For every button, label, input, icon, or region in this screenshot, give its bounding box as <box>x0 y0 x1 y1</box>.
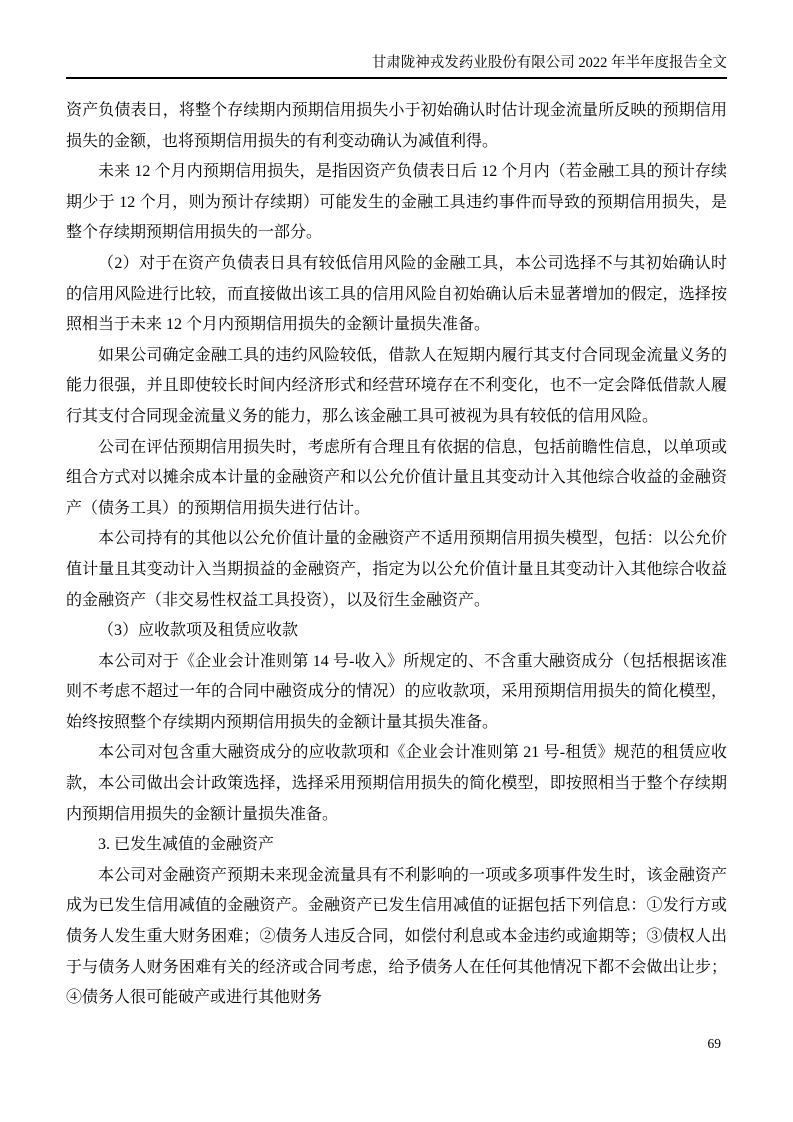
paragraph: （2）对于在资产负债表日具有较低信用风险的金融工具，本公司选择不与其初始确认时的信用风险进行比较，而直接做出该工具的信用风险自初始确认后未显著增加的假定，选择按照相当于未来 12 个月内预期信用损失的金额计量损失准备。 <box>66 254 727 334</box>
page-header <box>66 54 727 79</box>
page-footer <box>708 1036 722 1052</box>
paragraph: 本公司持有的其他以公允价值计量的金融资产不适用预期信用损失模型，包括：以公允价值计量且其变动计入当期损益的金融资产，指定为以公允价值计量且其变动计入其他综合收益的金融资产（非交易性权益工具投资），以及衍生金融资产。 <box>66 530 727 609</box>
paragraph: 本公司对包含重大融资成分的应收款项和《企业会计准则第 21 号-租赁》规范的租赁应收款，本公司做出会计政策选择，选择采用预期信用损失的简化模型，即按照相当于整个存续期内预期信用损失的金额计量损失准备。 <box>66 744 727 823</box>
header-title: 甘肃陇神戎发药业股份有限公司 2022 年半年度报告全文 <box>371 55 727 71</box>
document-body <box>66 96 727 1014</box>
paragraph: 公司在评估预期信用损失时，考虑所有合理且有依据的信息，包括前瞻性信息，以单项或组合方式对以摊余成本计量的金融资产和以公允价值计量且其变动计入其他综合收益的金融资产（债务工具）的预期信用损失进行估计。 <box>66 438 727 517</box>
page-number: 69 <box>707 1036 721 1051</box>
paragraph: 资产负债表日，将整个存续期内预期信用损失小于初始确认时估计现金流量所反映的预期信用损失的金额，也将预期信用损失的有利变动确认为减值利得。 <box>66 102 727 150</box>
paragraph-heading: 3. 已发生减值的金融资产 <box>98 836 275 854</box>
paragraph: 本公司对金融资产预期未来现金流量具有不利影响的一项或多项事件发生时，该金融资产成为已发生信用减值的金融资产。金融资产已发生信用减值的证据包括下列信息：①发行方或债务人发生重大财务困难；②债务人违反合同，如偿付利息或本金违约或逾期等；③债权人出于与债务人财务困难有关的经济或合同考虑，给予债务人在任何其他情况下都不会做出让步；④债务人很可能破产或进行其他财务 <box>66 866 727 1007</box>
paragraph: 如果公司确定金融工具的违约风险较低，借款人在短期内履行其支付合同现金流量义务的能力很强，并且即使较长时间内经济形式和经营环境存在不利变化，也不一定会降低借款人履行其支付合同现金流量义务的能力，那么该金融工具可被视为具有较低的信用风险。 <box>66 346 727 425</box>
paragraph: 本公司对于《企业会计准则第 14 号-收入》所规定的、不含重大融资成分（包括根据该准则不考虑不超过一年的合同中融资成分的情况）的应收款项，采用预期信用损失的简化模型，始终按照整个存续期内预期信用损失的金额计量其损失准备。 <box>66 652 727 731</box>
paragraph: 未来 12 个月内预期信用损失，是指因资产负债表日后 12 个月内（若金融工具的预计存续期少于 12 个月，则为预计存续期）可能发生的金融工具违约事件而导致的预期信用损失，是整个存续期预期信用损失的一部分。 <box>66 163 727 242</box>
paragraph-heading: （3）应收款项及租赁应收款 <box>98 622 299 640</box>
